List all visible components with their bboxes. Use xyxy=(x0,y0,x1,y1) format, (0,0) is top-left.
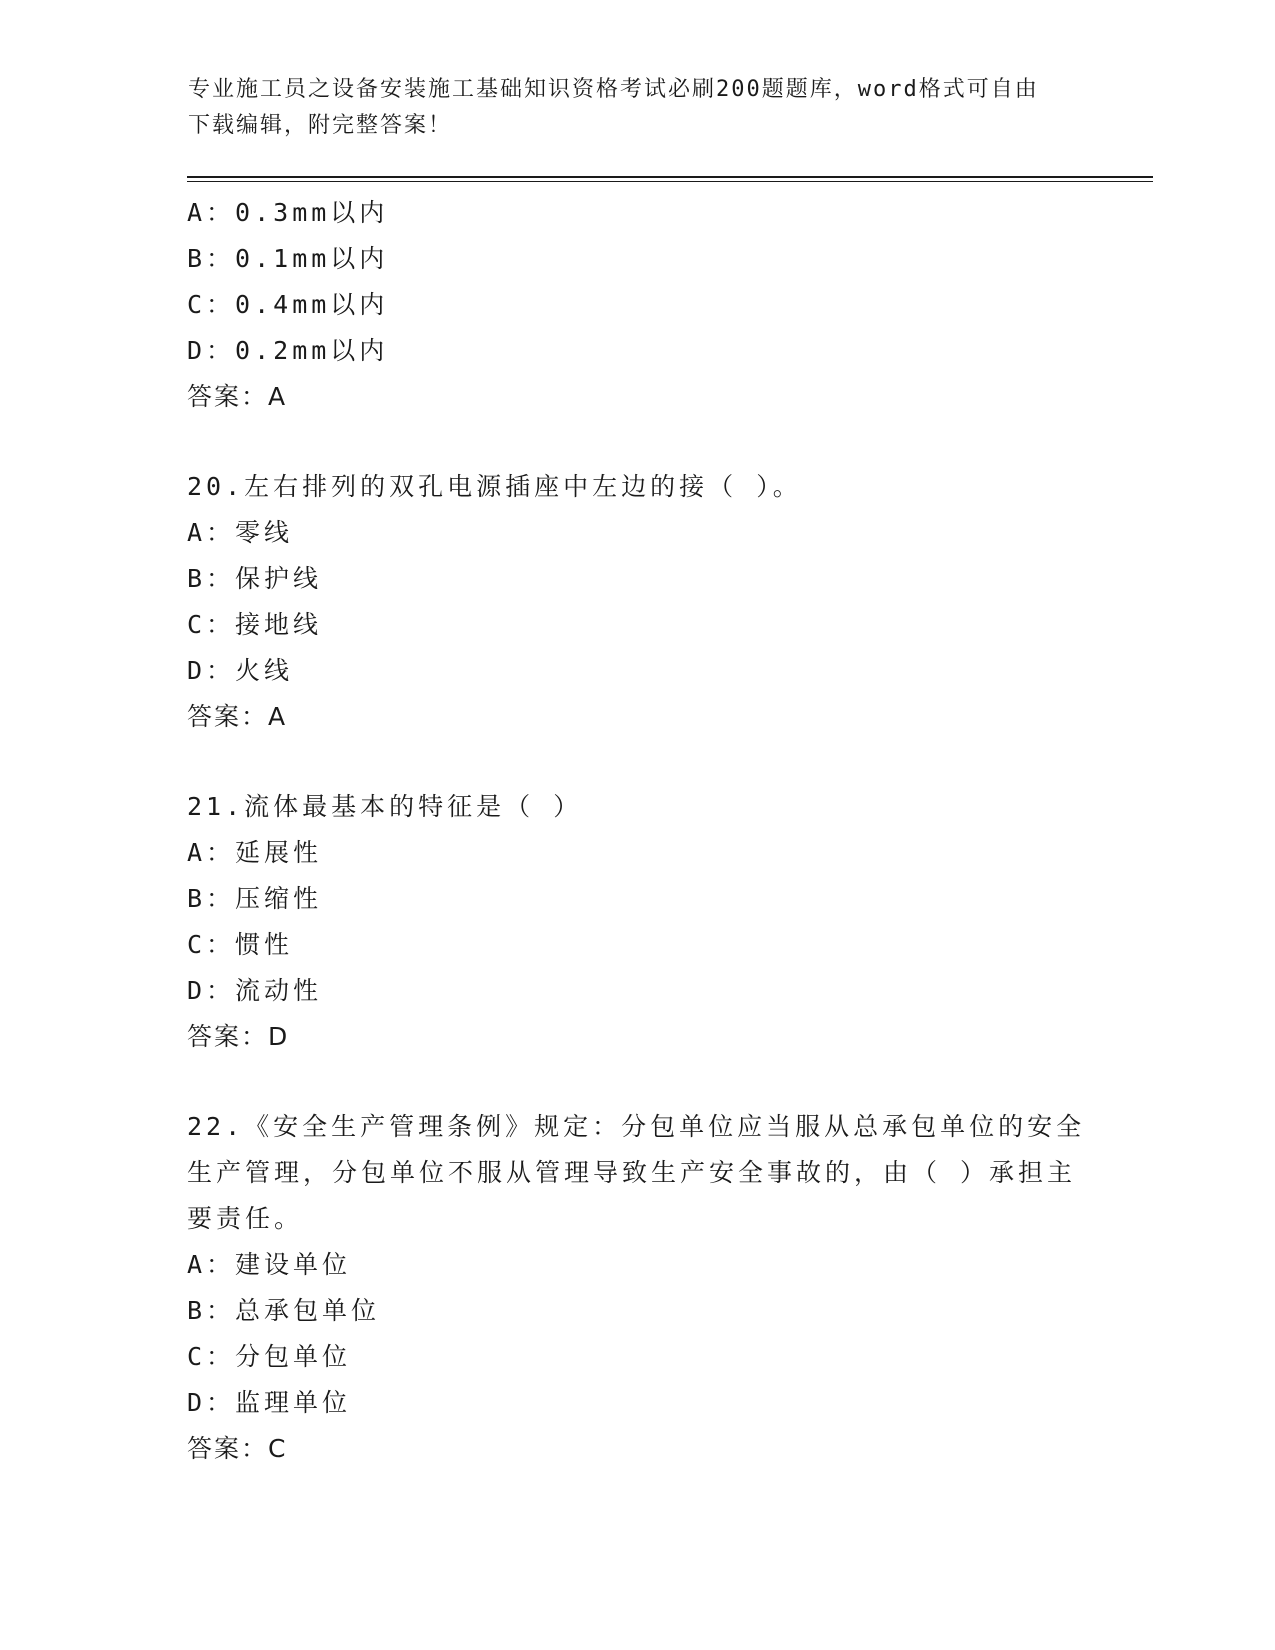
question-stem: 20.左右排列的双孔电源插座中左边的接（ ）。 xyxy=(187,472,802,501)
option-b: B：保护线 xyxy=(187,564,323,593)
question-stem-line-3: 要责任。 xyxy=(187,1204,304,1233)
answer-line: 答案：C xyxy=(187,1434,288,1463)
option-d: D：火线 xyxy=(187,656,294,685)
document-header xyxy=(188,72,1068,144)
option-c: C：接地线 xyxy=(187,610,323,639)
option-d: D：0.2mm以内 xyxy=(187,336,389,365)
option-a: A：延展性 xyxy=(187,838,323,867)
question-stem-line-2: 生产管理，分包单位不服从管理导致生产安全事故的，由（ ）承担主 xyxy=(187,1158,1077,1187)
header-line-1: 专业施工员之设备安装施工基础知识资格考试必刷200题题库，word格式可自由 xyxy=(188,77,1039,102)
answer-line: 答案：D xyxy=(187,1022,290,1051)
option-c: C：分包单位 xyxy=(187,1342,352,1371)
option-d: D：监理单位 xyxy=(187,1388,352,1417)
option-b: B：总承包单位 xyxy=(187,1296,381,1325)
option-b: B：压缩性 xyxy=(187,884,323,913)
option-c: C：0.4mm以内 xyxy=(187,290,389,319)
question-list xyxy=(187,190,1087,1472)
option-a: A：0.3mm以内 xyxy=(187,198,389,227)
question-19 xyxy=(187,190,1087,420)
header-line-2: 下载编辑，附完整答案！ xyxy=(188,113,453,138)
answer-line: 答案：A xyxy=(187,382,288,411)
question-stem: 21.流体最基本的特征是（ ） xyxy=(187,792,583,821)
question-21 xyxy=(187,784,1087,1060)
answer-line: 答案：A xyxy=(187,702,288,731)
question-20 xyxy=(187,464,1087,740)
question-stem-line-1: 22.《安全生产管理条例》规定：分包单位应当服从总承包单位的安全 xyxy=(187,1112,1086,1141)
option-d: D：流动性 xyxy=(187,976,323,1005)
option-b: B：0.1mm以内 xyxy=(187,244,389,273)
option-a: A：零线 xyxy=(187,518,294,547)
header-divider-thick xyxy=(187,176,1153,178)
question-22 xyxy=(187,1104,1087,1472)
header-divider-thin xyxy=(187,181,1153,182)
option-a: A：建设单位 xyxy=(187,1250,352,1279)
option-c: C：惯性 xyxy=(187,930,294,959)
